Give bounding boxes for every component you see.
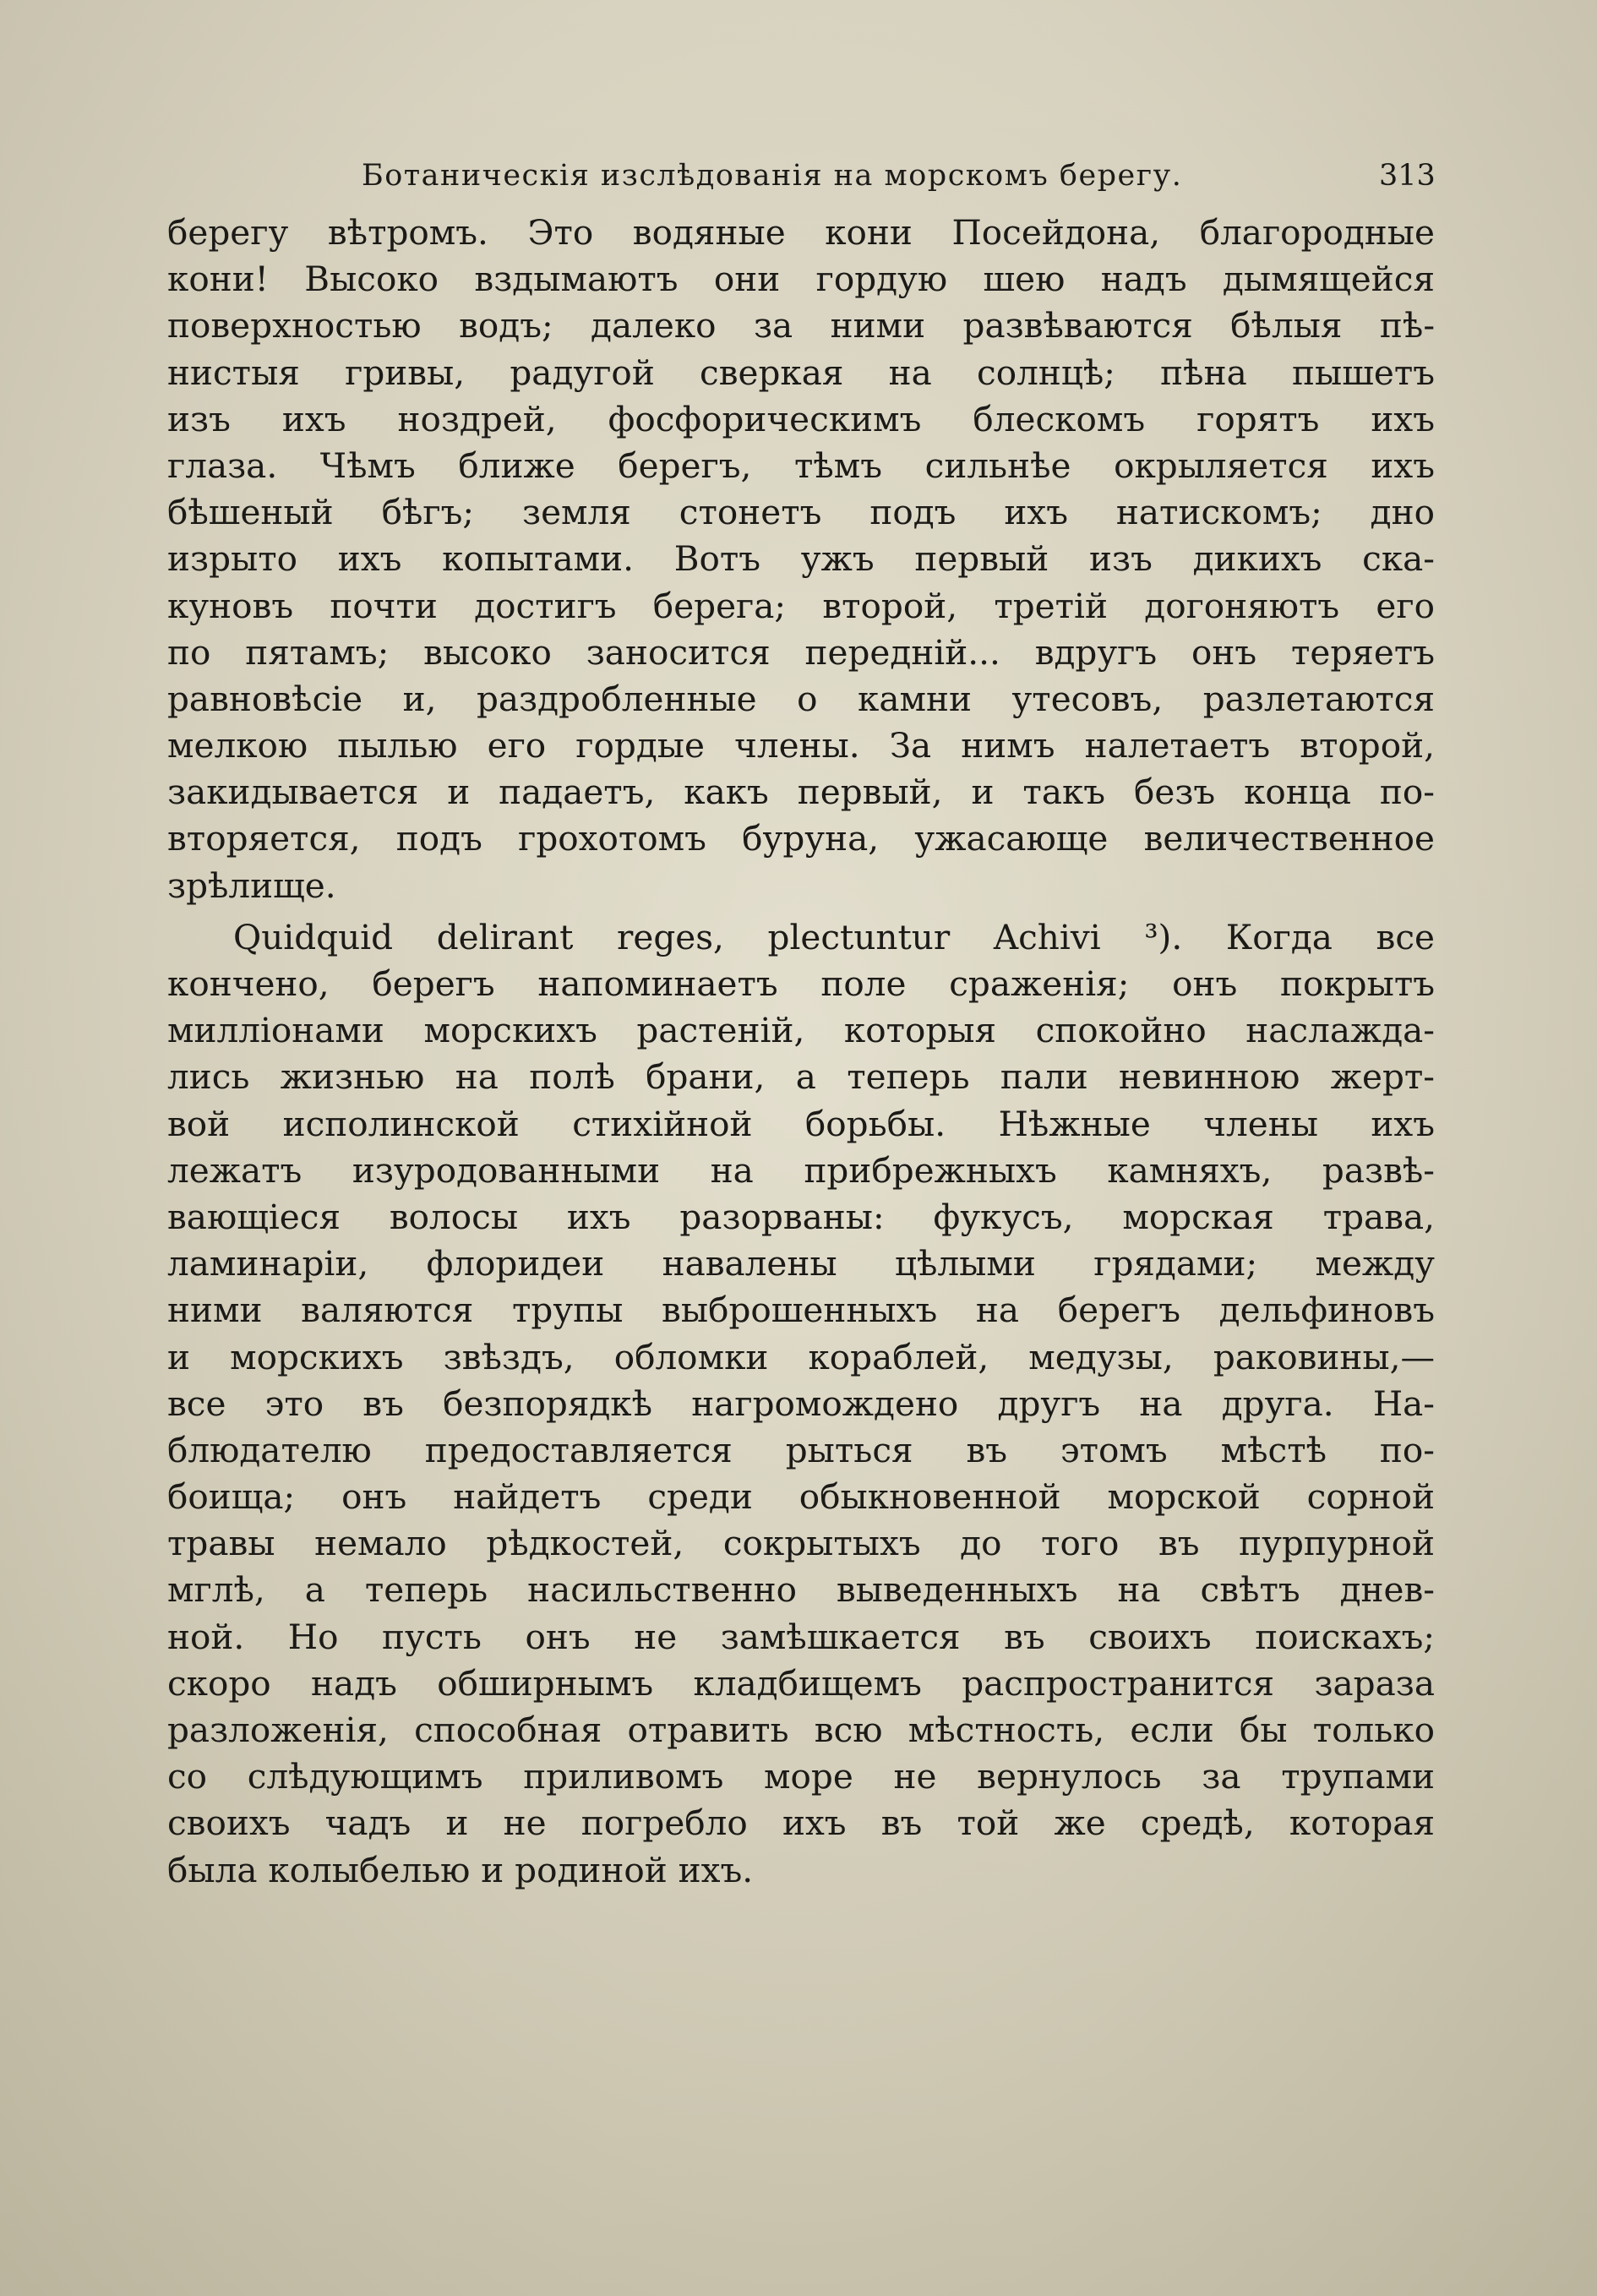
text-line: ними валяются трупы выброшенныхъ на берегъ дельфиновъ <box>167 1290 1435 1331</box>
text-line: Quidquid delirant reges, plectuntur Achivi ³). Когда все <box>233 916 1435 957</box>
text-line: лежатъ изуродованными на прибрежныхъ камняхъ, развѣ- <box>167 1149 1435 1191</box>
text-line: зрѣлище. <box>167 864 336 906</box>
text-line: нистыя гривы, радугой сверкая на солнцѣ; пѣна пышетъ <box>167 352 1435 393</box>
text-line: мглѣ, а теперь насильственно выведенныхъ на свѣтъ днев- <box>167 1569 1435 1611</box>
text-line: вающіеся волосы ихъ разорваны: фукусъ, морская трава, <box>167 1196 1435 1237</box>
text-line: была колыбелью и родиной ихъ. <box>167 1849 754 1890</box>
text-line: ламинаріи, флоридеи навалены цѣлыми грядами; между <box>167 1243 1435 1284</box>
page-header <box>0 150 1597 201</box>
text-line: мелкою пылью его гордые члены. За нимъ налетаетъ второй, <box>167 725 1435 766</box>
text-line: вторяется, подъ грохотомъ буруна, ужасающе величественное <box>167 818 1435 859</box>
text-line: по пятамъ; высоко заносится передній... вдругъ онъ теряетъ <box>167 631 1435 673</box>
text-line: ной. Но пусть онъ не замѣшкается въ своихъ поискахъ; <box>167 1616 1435 1657</box>
text-line: берегу вѣтромъ. Это водяные кони Посейдона, благородные <box>167 212 1435 253</box>
text-line: бѣшеный бѣгъ; земля стонетъ подъ ихъ натискомъ; дно <box>167 492 1435 533</box>
text-line: все это въ безпорядкѣ нагромождено другъ на друга. На- <box>167 1383 1435 1424</box>
text-line: изрыто ихъ копытами. Вотъ ужъ первый изъ дикихъ ска- <box>167 538 1435 580</box>
text-line: куновъ почти достигъ берега; второй, третій догоняютъ его <box>167 585 1435 626</box>
running-head: Ботаническія изслѣдованія на морскомъ берегу. <box>362 159 1183 193</box>
text-line: скоро надъ обширнымъ кладбищемъ распространится зараза <box>167 1662 1435 1704</box>
text-line: поверхностью водъ; далеко за ними развѣваются бѣлыя пѣ- <box>167 305 1435 346</box>
text-line: равновѣсіе и, раздробленные о камни утесовъ, разлетаются <box>167 678 1435 719</box>
paragraph <box>167 210 1435 909</box>
text-line: своихъ чадъ и не погребло ихъ въ той же средѣ, которая <box>167 1802 1435 1844</box>
text-line: кончено, берегъ напоминаетъ поле сраженія; онъ покрытъ <box>167 963 1435 1004</box>
page-number: 313 <box>1379 159 1436 193</box>
text-line: лись жизнью на полѣ брани, а теперь пали невинною жерт- <box>167 1056 1435 1098</box>
text-line: и морскихъ звѣздъ, обломки кораблей, медузы, раковины,— <box>167 1336 1435 1377</box>
text-line: вой исполинской стихійной борьбы. Нѣжные члены ихъ <box>167 1103 1435 1144</box>
text-line: закидывается и падаетъ, какъ первый, и такъ безъ конца по- <box>167 772 1435 813</box>
text-line: травы немало рѣдкостей, сокрытыхъ до того въ пурпурной <box>167 1523 1435 1564</box>
text-line: блюдателю предоставляется рыться въ этомъ мѣстѣ по- <box>167 1429 1435 1470</box>
body-text <box>167 210 1435 1894</box>
paragraph <box>167 914 1435 1894</box>
text-line: со слѣдующимъ приливомъ море не вернулось за трупами <box>167 1756 1435 1797</box>
text-line: изъ ихъ ноздрей, фосфорическимъ блескомъ горятъ ихъ <box>167 398 1435 439</box>
text-line: разложенія, способная отравить всю мѣстность, если бы только <box>167 1710 1435 1750</box>
text-line: глаза. Чѣмъ ближе берегъ, тѣмъ сильнѣе окрыляется ихъ <box>167 444 1435 486</box>
text-line: боища; онъ найдетъ среди обыкновенной морской сорной <box>167 1476 1435 1518</box>
text-line: кони! Высоко вздымаютъ они гордую шею надъ дымящейся <box>167 259 1435 300</box>
text-line: милліонами морскихъ растеній, которыя спокойно наслажда- <box>167 1010 1435 1051</box>
